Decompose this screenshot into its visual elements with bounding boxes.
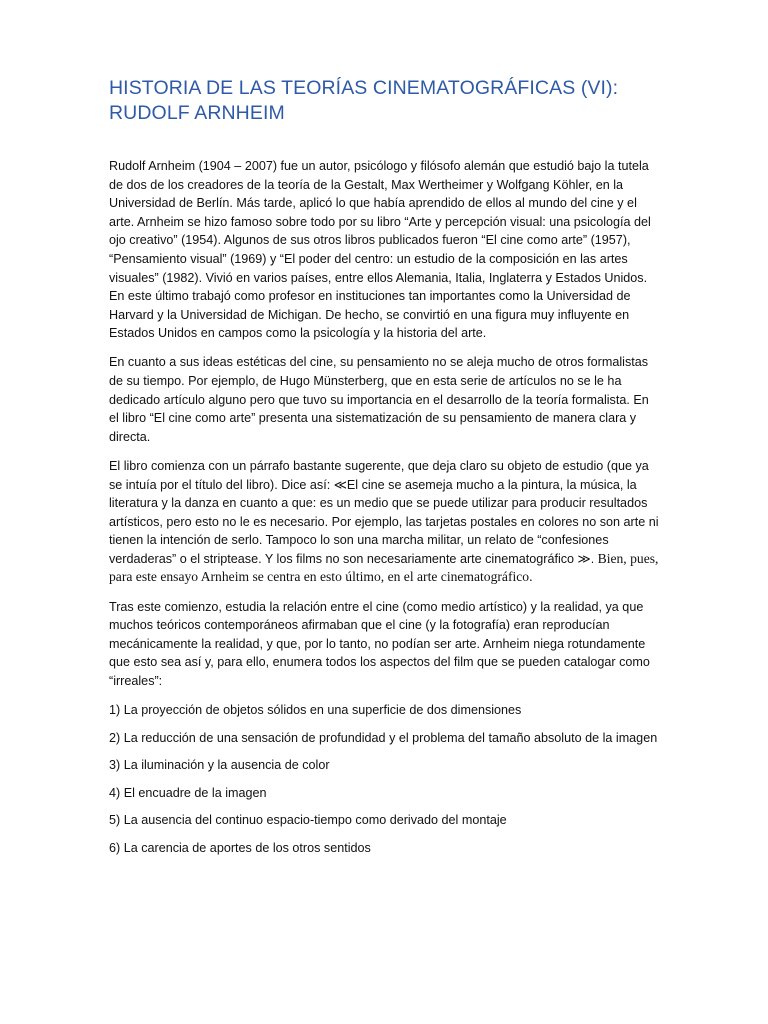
paragraph-book-opening-main: El libro comienza con un párrafo bastante sugerente, que deja claro su objeto de estudio (que ya se intuía por el título del libro). Dice así: ≪El cine se asemeja mucho a la pintura, la música, la literatura y la danza en cuanto a que: es un medio que se puede utilizar para producir resultados artísticos, pero esto no le es necesario. Por ejemplo, las tarjetas postales en colores no son arte ni tienen la intención de serlo. Tampoco lo son una marcha militar, un relato de “confesiones verdaderas” o el striptease. Y los films no son necesariamente arte cinematográfico ≫. — [109, 458, 659, 566]
list-item: 3) La iluminación y la ausencia de color — [109, 758, 330, 773]
paragraph-book-opening-tail: Bien, pues, para este ensayo Arnheim se centra en esto último, en el arte cinematográfico. — [109, 550, 659, 585]
paragraph-book-opening — [109, 457, 659, 587]
paragraph-biography: Rudolf Arnheim (1904 – 2007) fue un autor, psicólogo y filósofo alemán que estudió bajo la tutela de dos de los creadores de la teoría de la Gestalt, Max Wertheimer y Wolfgang Köhler, en la Universidad de Berlín. Más tarde, aplicó lo que había aprendido de ellos al mundo del cine y el arte. Arnheim se hizo famoso sobre todo por su libro “Arte y percepción visual: una psicología del ojo creativo” (1954). Algunos de sus otros libros publicados fueron “El cine como arte” (1957), “Pensamiento visual” (1969) y “El poder del centro: un estudio de la composición en las artes visuales” (1982). Vivió en varios países, entre ellos Alemania, Italia, Inglaterra y Estados Unidos. En este último trabajó como profesor en instituciones tan importantes como la Universidad de Harvard y la Universidad de Michigan. De hecho, se convirtió en una figura muy influyente en Estados Unidos en campos como la psicología y la historia del arte. — [109, 159, 651, 341]
list-item: 6) La carencia de aportes de los otros sentidos — [109, 841, 371, 855]
list-item: 4) El encuadre de la imagen — [109, 785, 267, 800]
list-item: 5) La ausencia del continuo espacio-tiempo como derivado del montaje — [109, 813, 507, 828]
document-title: HISTORIA DE LAS TEORÍAS CINEMATOGRÁFICAS (VI): RUDOLF ARNHEIM — [109, 77, 619, 124]
list-item: 2) La reducción de una sensación de profundidad y el problema del tamaño absoluto de la imagen — [109, 730, 658, 745]
document-page — [109, 76, 659, 867]
paragraph-reality-relation: Tras este comienzo, estudia la relación entre el cine (como medio artístico) y la realidad, ya que muchos teóricos contemporáneos afirmaban que el cine (y la fotografía) eran reproducían mecánicamente la realidad, y que, por lo tanto, no podían ser arte. Arnheim niega rotundamente que esto sea así y, para ello, enumera todos los aspectos del film que se pueden catalogar como “irreales”: — [109, 599, 650, 688]
list-item: 1) La proyección de objetos sólidos en una superficie de dos dimensiones — [109, 703, 522, 718]
paragraph-aesthetic-ideas: En cuanto a sus ideas estéticas del cine, su pensamiento no se aleja mucho de otros formalistas de su tiempo. Por ejemplo, de Hugo Münsterberg, que en esta serie de artículos no se le ha dedicado artículo alguno pero que tuvo su importancia en el desarrollo de la teoría formalista. En el libro “El cine como arte” presenta una sistematización de su pensamiento de manera clara y directa. — [109, 355, 649, 444]
